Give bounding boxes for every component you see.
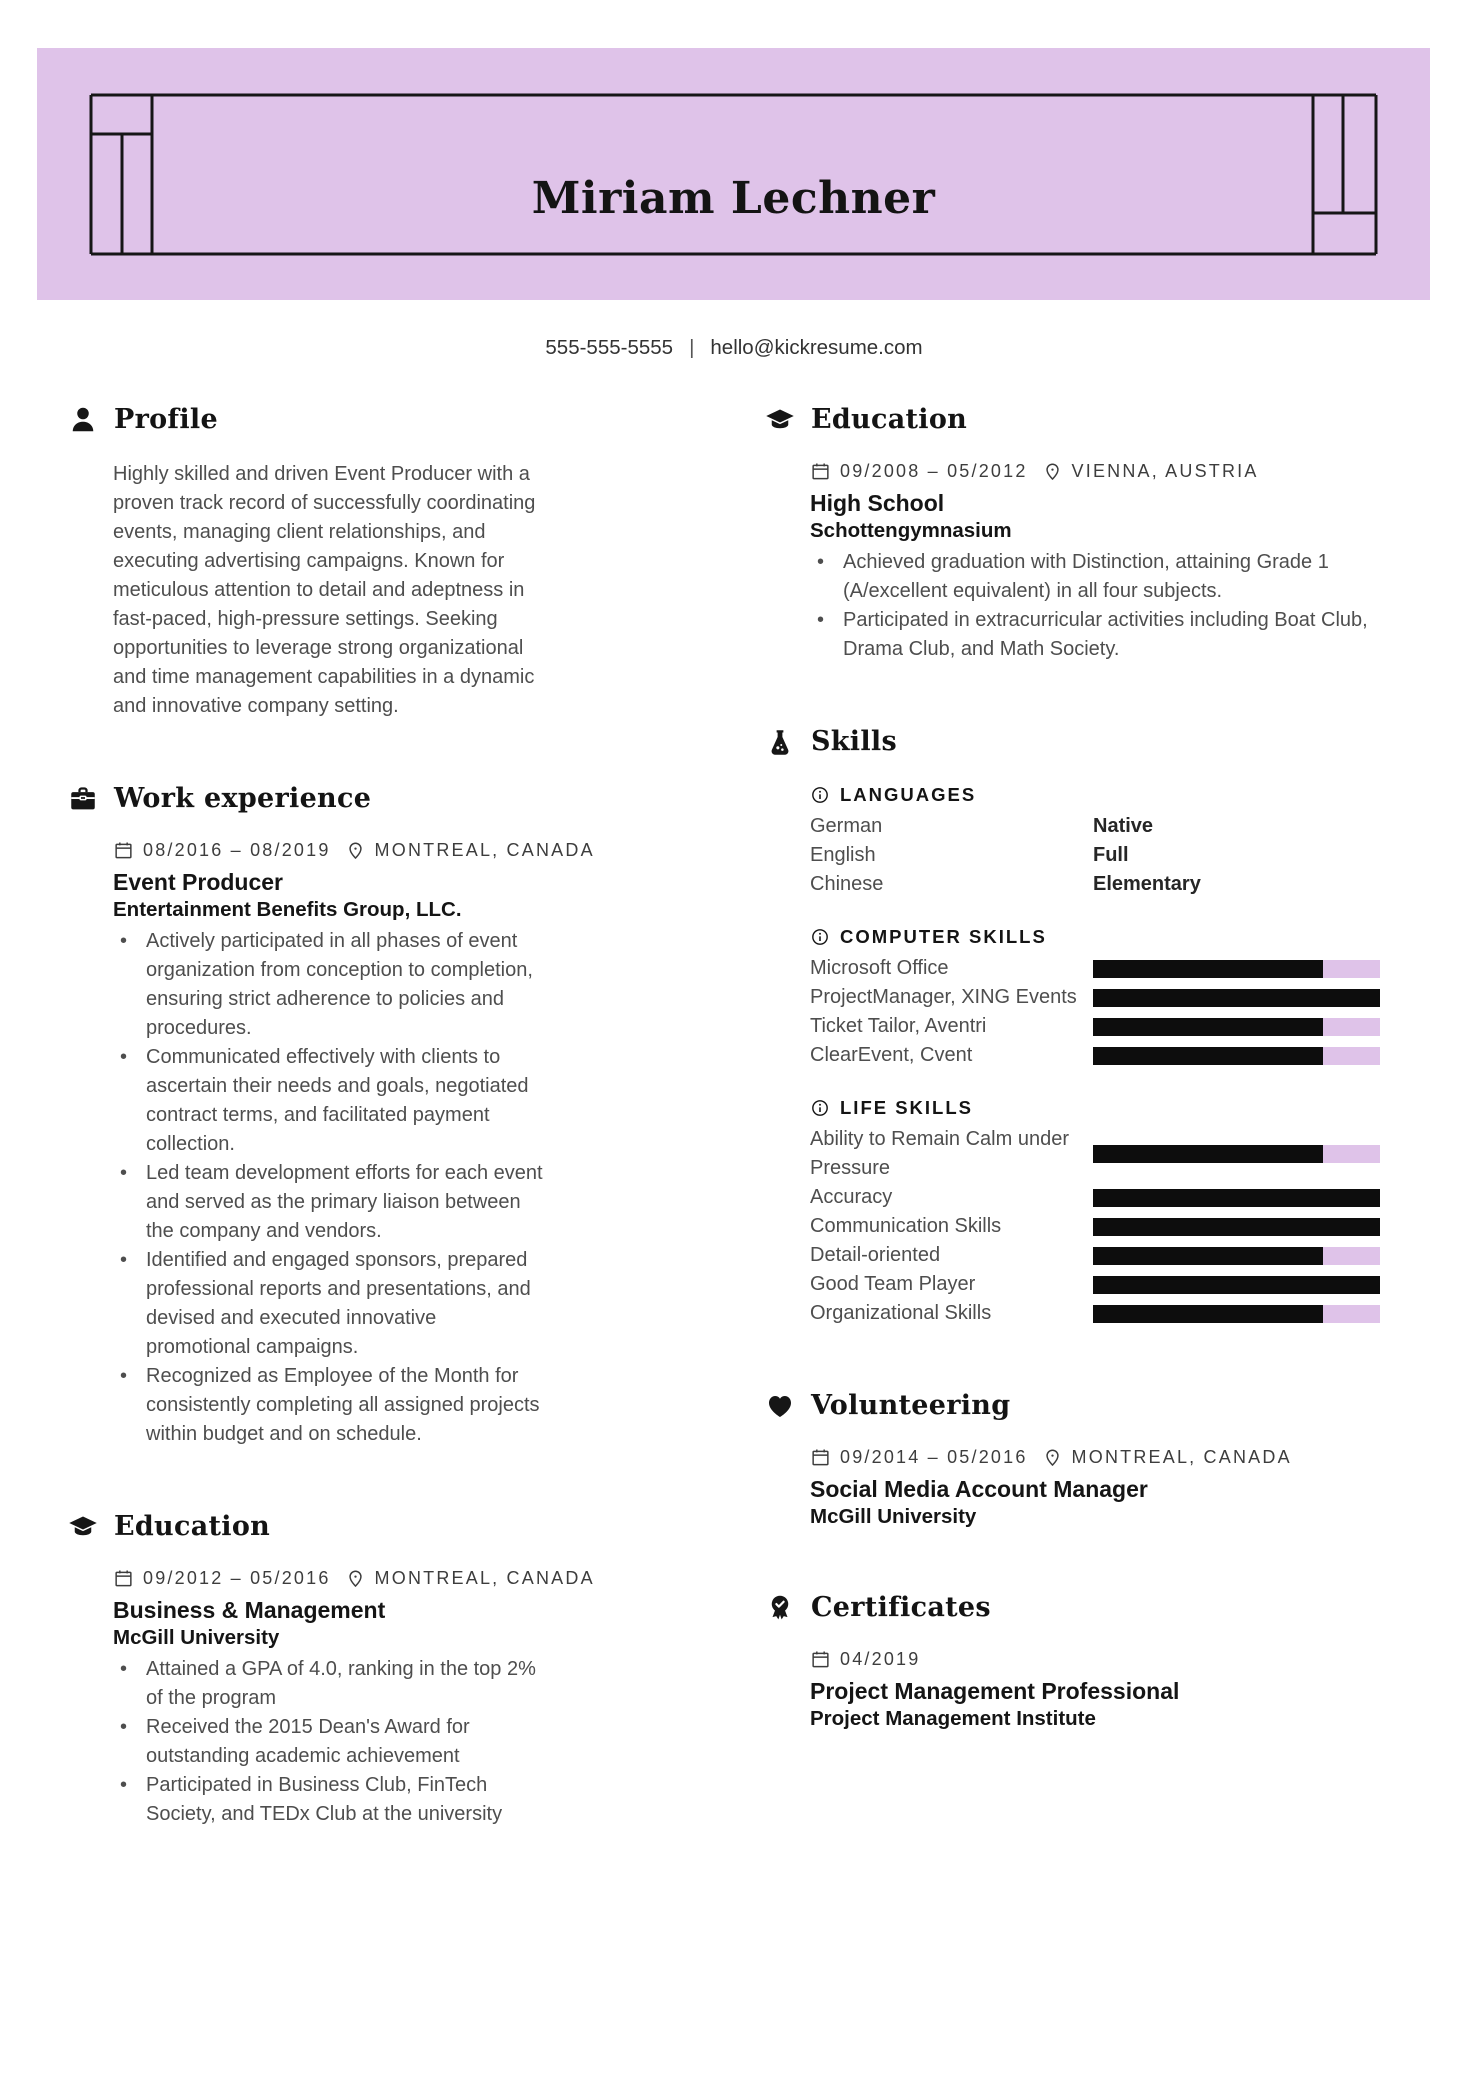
right-column	[765, 404, 1390, 1794]
bullet-item: • Led team development efforts for each event and served as the primary liaison between the company and vendors.	[113, 1159, 546, 1246]
skill-name: Detail-oriented	[810, 1244, 941, 1266]
section-title: Volunteering	[811, 1390, 1011, 1421]
skill-bar-fill	[1093, 989, 1380, 1007]
education-entry	[810, 461, 1390, 664]
work-entry	[113, 840, 595, 1449]
skill-bar-fill	[1093, 960, 1323, 978]
heart-icon	[765, 1391, 795, 1421]
section-work-experience	[68, 783, 595, 1449]
skill-bar	[1093, 1047, 1380, 1065]
language-level: Elementary	[1093, 873, 1201, 895]
language-name: English	[810, 844, 876, 866]
calendar-icon	[810, 1447, 831, 1468]
bullet-item: • Actively participated in all phases of event organization from conception to completion, ensuring strict adherence to policies and procedures.	[113, 927, 546, 1043]
language-name: German	[810, 815, 883, 837]
left-column	[68, 404, 595, 1891]
skill-bar-fill	[1093, 1305, 1323, 1323]
group-label: LIFE SKILLS	[840, 1097, 973, 1118]
skill-bar	[1093, 1247, 1380, 1265]
phone-number: 555-555-5555	[545, 336, 674, 359]
company-name: Entertainment Benefits Group, LLC.	[113, 898, 462, 921]
section-profile	[68, 404, 546, 721]
skill-row	[810, 1270, 1390, 1299]
organization-name: McGill University	[810, 1505, 977, 1528]
language-level: Native	[1093, 815, 1154, 837]
person-icon	[68, 405, 98, 435]
graduation-cap-icon	[68, 1512, 98, 1542]
bullet-item: • Participated in extracurricular activities including Boat Club, Drama Club, and Math Society.	[810, 606, 1390, 664]
location: MONTREAL, CANADA	[374, 840, 595, 860]
section-certificates	[765, 1592, 1390, 1732]
location: MONTREAL, CANADA	[374, 1568, 595, 1588]
section-education-right	[765, 404, 1390, 664]
contact-line	[0, 336, 1468, 360]
skill-name: Communication Skills	[810, 1215, 1002, 1237]
skills-group-life	[810, 1097, 1390, 1328]
skill-name: Ticket Tailor, Aventri	[810, 1015, 987, 1037]
skill-bar-fill	[1093, 1145, 1323, 1163]
skills-group-languages	[810, 784, 1390, 899]
section-skills	[765, 726, 1390, 1328]
skill-name: Accuracy	[810, 1186, 893, 1208]
volunteering-entry	[810, 1447, 1390, 1530]
skill-bar	[1093, 1305, 1380, 1323]
calendar-icon	[810, 461, 831, 482]
skill-name: Microsoft Office	[810, 957, 949, 979]
skill-row	[810, 1299, 1390, 1328]
flask-icon	[765, 727, 795, 757]
calendar-icon	[113, 1568, 134, 1589]
skill-row	[810, 1125, 1390, 1183]
info-icon	[810, 927, 830, 947]
skill-row	[810, 1212, 1390, 1241]
language-level: Full	[1093, 844, 1129, 866]
language-row	[810, 812, 1390, 841]
section-title: Work experience	[114, 783, 372, 814]
school-name: Schottengymnasium	[810, 519, 1012, 542]
person-name: Miriam Lechner	[531, 172, 936, 224]
info-icon	[810, 785, 830, 805]
skill-bar	[1093, 989, 1380, 1007]
section-title: Certificates	[811, 1592, 991, 1623]
skill-name: Organizational Skills	[810, 1302, 992, 1324]
calendar-icon	[810, 1649, 831, 1670]
date: 04/2019	[840, 1649, 921, 1669]
language-row	[810, 841, 1390, 870]
contact-separator: |	[689, 336, 695, 359]
section-title: Education	[114, 1511, 271, 1542]
skill-bar	[1093, 1218, 1380, 1236]
certificate-title: Project Management Professional	[810, 1678, 1180, 1704]
section-education-left	[68, 1511, 595, 1829]
location-pin-icon	[345, 840, 366, 861]
location-pin-icon	[1042, 461, 1063, 482]
skill-name: ClearEvent, Cvent	[810, 1044, 973, 1066]
skill-bar	[1093, 1145, 1380, 1163]
bullet-item: • Participated in Business Club, FinTech Society, and TEDx Club at the university	[113, 1771, 546, 1829]
bullet-item: • Attained a GPA of 4.0, ranking in the top 2% of the program	[113, 1655, 546, 1713]
job-title: Event Producer	[113, 869, 283, 895]
language-name: Chinese	[810, 873, 884, 895]
skill-row	[810, 1041, 1390, 1070]
language-row	[810, 870, 1390, 899]
bullet-item: • Communicated effectively with clients to ascertain their needs and goals, negotiated contract terms, and facilitated payment collection.	[113, 1043, 546, 1159]
skill-row	[810, 1241, 1390, 1270]
section-title: Education	[811, 404, 968, 435]
section-volunteering	[765, 1390, 1390, 1530]
email-address: hello@kickresume.com	[710, 336, 923, 359]
skill-row	[810, 1012, 1390, 1041]
skill-bar	[1093, 1189, 1380, 1207]
skills-group-computer	[810, 926, 1390, 1070]
certificate-issuer: Project Management Institute	[810, 1707, 1096, 1730]
degree-title: Business & Management	[113, 1597, 386, 1623]
medal-icon	[765, 1593, 795, 1623]
school-name: McGill University	[113, 1626, 280, 1649]
group-label: COMPUTER SKILLS	[840, 926, 1047, 947]
date-range: 09/2014 – 05/2016	[840, 1447, 1028, 1467]
section-title: Skills	[811, 726, 897, 757]
skill-bar-fill	[1093, 1189, 1380, 1207]
skill-bar-fill	[1093, 1247, 1323, 1265]
skill-bar	[1093, 960, 1380, 978]
skill-bar-fill	[1093, 1276, 1380, 1294]
skill-bar	[1093, 1276, 1380, 1294]
skill-row	[810, 954, 1390, 983]
bullet-item: • Achieved graduation with Distinction, attaining Grade 1 (A/excellent equivalent) in all four subjects.	[810, 548, 1390, 606]
bullet-item: • Recognized as Employee of the Month for consistently completing all assigned projects within budget and on schedule.	[113, 1362, 546, 1449]
date-range: 09/2012 – 05/2016	[143, 1568, 331, 1588]
profile-text: Highly skilled and driven Event Producer with a proven track record of successfully coordinating events, managing client relationships, and executing advertising campaigns. Known for meticulous attention to detail and adeptness in fast-paced, high-pressure settings. Seeking opportunities to leverage strong organizational and time management capabilities in a dynamic and innovative company setting.	[113, 463, 536, 717]
volunteer-role: Social Media Account Manager	[810, 1476, 1148, 1502]
education-bullets	[113, 1655, 546, 1829]
briefcase-icon	[68, 784, 98, 814]
education-entry	[113, 1568, 595, 1829]
bullet-item: • Received the 2015 Dean's Award for outstanding academic achievement	[113, 1713, 546, 1771]
school-level: High School	[810, 490, 945, 516]
skill-row	[810, 1183, 1390, 1212]
skill-bar-fill	[1093, 1018, 1323, 1036]
skill-name: Good Team Player	[810, 1273, 976, 1295]
location: VIENNA, AUSTRIA	[1071, 461, 1259, 481]
date-range: 09/2008 – 05/2012	[840, 461, 1028, 481]
info-icon	[810, 1098, 830, 1118]
skill-bar-fill	[1093, 1047, 1323, 1065]
work-bullets	[113, 927, 546, 1449]
skill-name: ProjectManager, XING Events	[810, 986, 1077, 1008]
graduation-cap-icon	[765, 405, 795, 435]
education-bullets	[810, 548, 1390, 664]
skill-row	[810, 983, 1390, 1012]
bullet-item: • Identified and engaged sponsors, prepared professional reports and presentations, and devised and executed innovative promotional campaigns.	[113, 1246, 546, 1362]
skill-bar	[1093, 1018, 1380, 1036]
calendar-icon	[113, 840, 134, 861]
location: MONTREAL, CANADA	[1071, 1447, 1292, 1467]
skill-name: Ability to Remain Calm under Pressure	[810, 1128, 1069, 1179]
skill-bar-fill	[1093, 1218, 1380, 1236]
date-range: 08/2016 – 08/2019	[143, 840, 331, 860]
section-title: Profile	[114, 404, 218, 435]
header-band	[37, 48, 1430, 300]
group-label: LANGUAGES	[840, 784, 977, 805]
certificate-entry	[810, 1649, 1390, 1732]
location-pin-icon	[345, 1568, 366, 1589]
location-pin-icon	[1042, 1447, 1063, 1468]
